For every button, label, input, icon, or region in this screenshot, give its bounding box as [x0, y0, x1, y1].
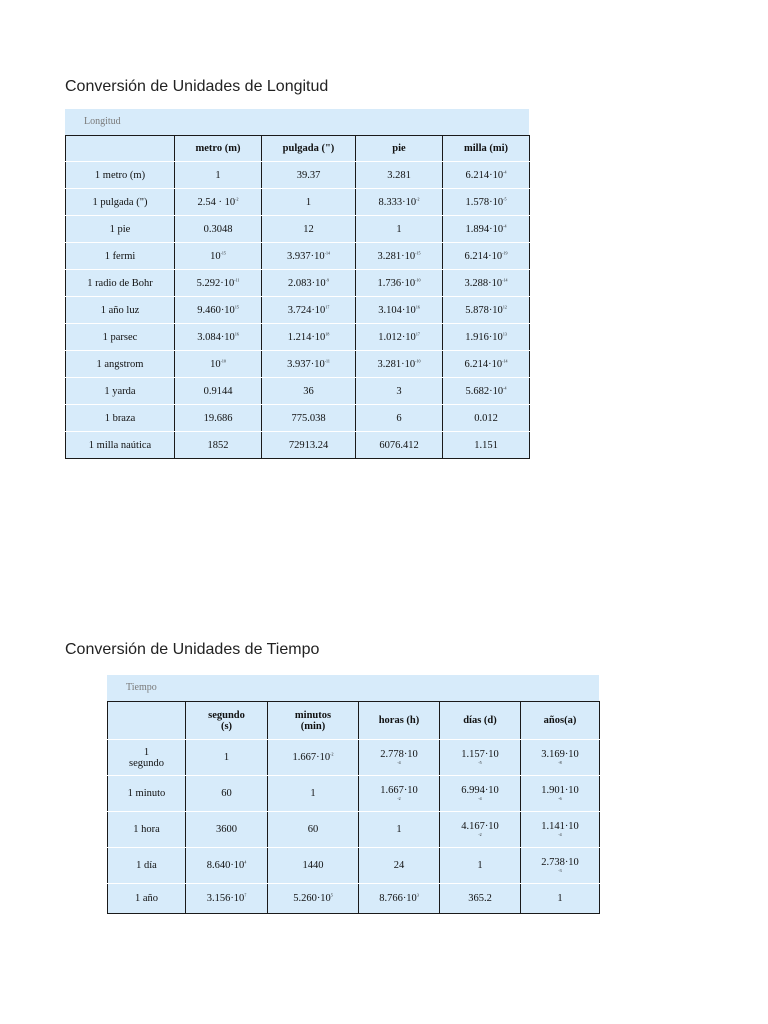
table-cell [356, 216, 443, 243]
table-cell [175, 216, 262, 243]
cell-exponent: -4 [503, 385, 507, 390]
cell-mantissa: 19.686 [203, 412, 233, 424]
cell-mantissa: 5.682·10 [465, 385, 504, 397]
cell-mantissa: 60 [221, 788, 232, 799]
cell-value [461, 821, 499, 838]
table-cell [175, 270, 262, 297]
cell-mantissa: 5.260·10 [293, 893, 331, 904]
table-row [66, 324, 530, 351]
table-row [66, 270, 530, 297]
cell-mantissa: 8.766·10 [379, 893, 417, 904]
table-row [66, 162, 530, 189]
cell-exponent: -10 [415, 358, 421, 363]
row-label: 1 hora [108, 812, 186, 848]
column-header [66, 136, 175, 162]
table-row [108, 848, 600, 884]
cell-mantissa: 1 [310, 788, 316, 799]
cell-mantissa: 3.169·10 [541, 748, 579, 760]
row-label: 1 yarda [66, 378, 175, 405]
cell-exponent: 17 [325, 304, 330, 309]
cell-exponent: 4 [244, 859, 247, 865]
cell-exponent: -4 [397, 759, 401, 765]
cell-exponent: 12 [502, 304, 507, 309]
cell-mantissa: 775.038 [291, 412, 326, 424]
cell-mantissa: 1 [477, 860, 483, 871]
cell-mantissa: 1.894·10 [465, 223, 504, 235]
table-cell [356, 243, 443, 270]
table-cell [175, 324, 262, 351]
cell-mantissa: 24 [393, 860, 405, 871]
cell-mantissa: 6076.412 [379, 439, 419, 451]
row-label: 1 pulgada (") [66, 189, 175, 216]
cell-mantissa: 1.667·10 [292, 752, 331, 763]
table-cell [356, 297, 443, 324]
cell-value [541, 749, 579, 766]
cell-exponent: -2 [235, 196, 239, 201]
table-cell [359, 884, 440, 914]
cell-exponent: -15 [220, 250, 226, 255]
cell-exponent: -4 [558, 831, 562, 837]
table-row [66, 297, 530, 324]
cell-exponent: 3 [416, 892, 419, 898]
table-cell [521, 740, 600, 776]
cell-exponent: -14 [324, 250, 330, 255]
cell-mantissa: 10 [210, 250, 221, 262]
cell-mantissa: 0.9144 [203, 385, 233, 397]
cell-mantissa: 2.54 · 10 [197, 196, 236, 208]
row-label: 1 segundo [108, 740, 186, 776]
cell-mantissa: 8.640·10 [206, 860, 245, 871]
table-cell [443, 216, 530, 243]
table-cell [175, 405, 262, 432]
cell-mantissa: 6 [396, 412, 402, 424]
table-cell [175, 378, 262, 405]
cell-exponent: -2 [330, 751, 334, 757]
table-cell [186, 776, 268, 812]
table-row [66, 405, 530, 432]
table-cell [268, 740, 359, 776]
cell-exponent: 15 [234, 304, 239, 309]
cell-exponent: 13 [502, 331, 507, 336]
table-cell [443, 351, 530, 378]
table-cell [175, 351, 262, 378]
cell-mantissa: 1 [215, 169, 221, 181]
table-cell [262, 216, 356, 243]
cell-mantissa: 2.083·10 [288, 277, 326, 289]
cell-mantissa: 1.141·10 [541, 820, 579, 832]
cell-mantissa: 12 [303, 223, 314, 235]
column-header: días (d) [440, 702, 521, 740]
cell-mantissa: 6.214·10 [464, 250, 503, 262]
row-label: 1 angstrom [66, 351, 175, 378]
cell-mantissa: 3.281·10 [377, 358, 416, 370]
column-header: años(a) [521, 702, 600, 740]
length-conversion-table [65, 135, 530, 459]
table-cell [186, 884, 268, 914]
cell-mantissa: 3.937·10 [287, 250, 325, 262]
table-cell [443, 162, 530, 189]
table-cell [262, 243, 356, 270]
cell-value [541, 821, 579, 838]
row-label: 1 radio de Bohr [66, 270, 175, 297]
table-row [66, 378, 530, 405]
table-cell [268, 812, 359, 848]
table-cell [186, 812, 268, 848]
cell-mantissa: 2.738·10 [541, 856, 579, 868]
cell-mantissa: 1.214·10 [287, 331, 326, 343]
table-cell [521, 812, 600, 848]
table-cell [262, 378, 356, 405]
table-cell [356, 378, 443, 405]
table-row [66, 216, 530, 243]
cell-mantissa: 5.878·10 [465, 304, 503, 316]
cell-exponent: -9 [325, 277, 329, 282]
cell-mantissa: 10 [210, 358, 221, 370]
cell-mantissa: 1 [305, 196, 312, 208]
table-cell [268, 776, 359, 812]
table-cell [359, 848, 440, 884]
cell-mantissa: 3.156·10 [206, 893, 245, 904]
row-label: 1 fermi [66, 243, 175, 270]
table-cell [440, 812, 521, 848]
table-row [108, 740, 600, 776]
table-cell [356, 189, 443, 216]
table-cell [356, 351, 443, 378]
table-row [108, 884, 600, 914]
cell-mantissa: 5.292·10 [196, 277, 235, 289]
cell-value [541, 785, 579, 802]
cell-mantissa: 72913.24 [288, 439, 329, 451]
cell-mantissa: 36 [303, 385, 314, 397]
table-cell [440, 848, 521, 884]
table-cell [443, 405, 530, 432]
cell-mantissa: 3.288·10 [464, 277, 503, 289]
table-cell [521, 884, 600, 914]
cell-mantissa: 3.281 [387, 169, 411, 181]
table-cell [262, 297, 356, 324]
row-label: 1 día [108, 848, 186, 884]
cell-mantissa: 3.084·10 [197, 331, 235, 343]
table-cell [268, 848, 359, 884]
table-cell [262, 351, 356, 378]
column-header: segundo (s) [186, 702, 268, 740]
cell-mantissa: 0.3048 [203, 223, 233, 235]
cell-mantissa: 1.578·10 [465, 196, 504, 208]
table-cell [440, 884, 521, 914]
cell-value [380, 785, 418, 802]
cell-mantissa: 6.994·10 [461, 784, 499, 796]
column-header: pulgada (") [262, 136, 356, 162]
table-cell [175, 297, 262, 324]
cell-mantissa: 1 [557, 893, 563, 904]
table-row [66, 189, 530, 216]
row-label: 1 metro (m) [66, 162, 175, 189]
table-row [108, 812, 600, 848]
table-cell [443, 378, 530, 405]
table-header-row [66, 136, 530, 162]
cell-exponent: -3 [558, 867, 562, 873]
table-cell [356, 324, 443, 351]
time-conversion-table-container [107, 675, 599, 914]
cell-mantissa: 1.916·10 [465, 331, 503, 343]
table-cell [175, 189, 262, 216]
cell-mantissa: 1 [396, 824, 402, 835]
table-cell [443, 432, 530, 459]
row-label: 1 milla naútica [66, 432, 175, 459]
table-cell [186, 848, 268, 884]
cell-exponent: -4 [503, 169, 507, 174]
cell-mantissa: 8.333·10 [378, 196, 417, 208]
cell-mantissa: 1.012·10 [378, 331, 416, 343]
cell-exponent: -10 [415, 277, 421, 282]
cell-mantissa: 1.736·10 [377, 277, 416, 289]
cell-mantissa: 6.214·10 [465, 169, 504, 181]
table-cell [262, 270, 356, 297]
cell-exponent: -14 [502, 358, 508, 363]
cell-mantissa: 6.214·10 [464, 358, 503, 370]
length-conversion-table-container [65, 109, 529, 459]
column-header: horas (h) [359, 702, 440, 740]
cell-exponent: -5 [478, 759, 482, 765]
cell-exponent: 16 [234, 331, 239, 336]
column-header: pie [356, 136, 443, 162]
cell-exponent: -19 [502, 250, 508, 255]
cell-mantissa: 3.937·10 [287, 358, 325, 370]
row-label: 1 braza [66, 405, 175, 432]
cell-exponent: -6 [558, 795, 562, 801]
table-cell [262, 189, 356, 216]
cell-value [541, 857, 579, 874]
table-cell [186, 740, 268, 776]
cell-mantissa: 60 [307, 824, 319, 835]
time-conversion-table [107, 701, 600, 914]
cell-mantissa: 1440 [302, 860, 324, 871]
cell-mantissa: 9.460·10 [197, 304, 235, 316]
table-cell [521, 848, 600, 884]
table-cell [359, 812, 440, 848]
table-cell [262, 162, 356, 189]
length-conversion-heading: Conversión de Unidades de Longitud [65, 78, 329, 95]
length-table-caption: Longitud [65, 109, 529, 135]
cell-mantissa: 1.901·10 [541, 784, 579, 796]
table-cell [443, 270, 530, 297]
cell-mantissa: 3.104·10 [378, 304, 416, 316]
cell-mantissa: 1.667·10 [380, 784, 418, 796]
cell-exponent: 18 [325, 331, 330, 336]
cell-value [461, 785, 499, 802]
table-row [66, 432, 530, 459]
table-cell [440, 740, 521, 776]
cell-exponent: -2 [397, 795, 401, 801]
cell-exponent: -15 [415, 250, 421, 255]
cell-mantissa: 4.167·10 [461, 820, 499, 832]
table-row [108, 776, 600, 812]
table-cell [443, 324, 530, 351]
row-label: 1 año luz [66, 297, 175, 324]
table-cell [443, 297, 530, 324]
cell-mantissa: 3.724·10 [287, 304, 326, 316]
cell-mantissa: 2.778·10 [380, 748, 418, 760]
table-cell [262, 432, 356, 459]
row-label: 1 año [108, 884, 186, 914]
cell-exponent: -2 [416, 196, 420, 201]
column-header: metro (m) [175, 136, 262, 162]
table-cell [359, 740, 440, 776]
table-cell [175, 432, 262, 459]
table-row [66, 351, 530, 378]
column-header: milla (mi) [443, 136, 530, 162]
cell-mantissa: 3600 [216, 824, 237, 835]
column-header: minutos (min) [268, 702, 359, 740]
cell-exponent: -11 [234, 277, 240, 282]
cell-mantissa: 1.157·10 [461, 748, 499, 760]
table-cell [443, 243, 530, 270]
cell-exponent: -5 [503, 196, 507, 201]
row-label: 1 parsec [66, 324, 175, 351]
table-cell [268, 884, 359, 914]
cell-mantissa: 39.37 [296, 169, 321, 181]
table-cell [359, 776, 440, 812]
table-cell [262, 324, 356, 351]
table-cell [521, 776, 600, 812]
time-conversion-heading: Conversión de Unidades de Tiempo [65, 641, 320, 658]
table-cell [356, 405, 443, 432]
cell-exponent: -8 [558, 759, 562, 765]
cell-exponent: 17 [415, 331, 420, 336]
table-cell [356, 270, 443, 297]
table-cell [175, 243, 262, 270]
cell-value [461, 749, 499, 766]
cell-exponent: -11 [324, 358, 330, 363]
row-label: 1 pie [66, 216, 175, 243]
table-cell [443, 189, 530, 216]
table-row [66, 243, 530, 270]
cell-mantissa: 1 [396, 223, 402, 235]
cell-mantissa: 1.151 [474, 439, 498, 451]
table-header-row [108, 702, 600, 740]
cell-mantissa: 3 [396, 385, 402, 397]
table-cell [356, 162, 443, 189]
cell-mantissa: 365.2 [468, 893, 492, 904]
cell-exponent: 7 [244, 892, 247, 898]
cell-mantissa: 3.281·10 [377, 250, 416, 262]
cell-exponent: -14 [502, 277, 508, 282]
cell-exponent: 5 [330, 892, 333, 898]
table-cell [356, 432, 443, 459]
time-table-caption: Tiempo [107, 675, 599, 701]
cell-mantissa: 1 [223, 752, 230, 763]
column-header [108, 702, 186, 740]
cell-exponent: -4 [503, 223, 507, 228]
cell-exponent: 16 [415, 304, 420, 309]
row-label: 1 minuto [108, 776, 186, 812]
cell-exponent: -4 [478, 795, 482, 801]
table-cell [262, 405, 356, 432]
cell-mantissa: 1852 [207, 439, 229, 451]
cell-exponent: -10 [220, 358, 226, 363]
table-cell [440, 776, 521, 812]
cell-value [380, 749, 418, 766]
cell-mantissa: 0.012 [474, 412, 498, 424]
cell-exponent: -2 [478, 831, 482, 837]
table-cell [175, 162, 262, 189]
